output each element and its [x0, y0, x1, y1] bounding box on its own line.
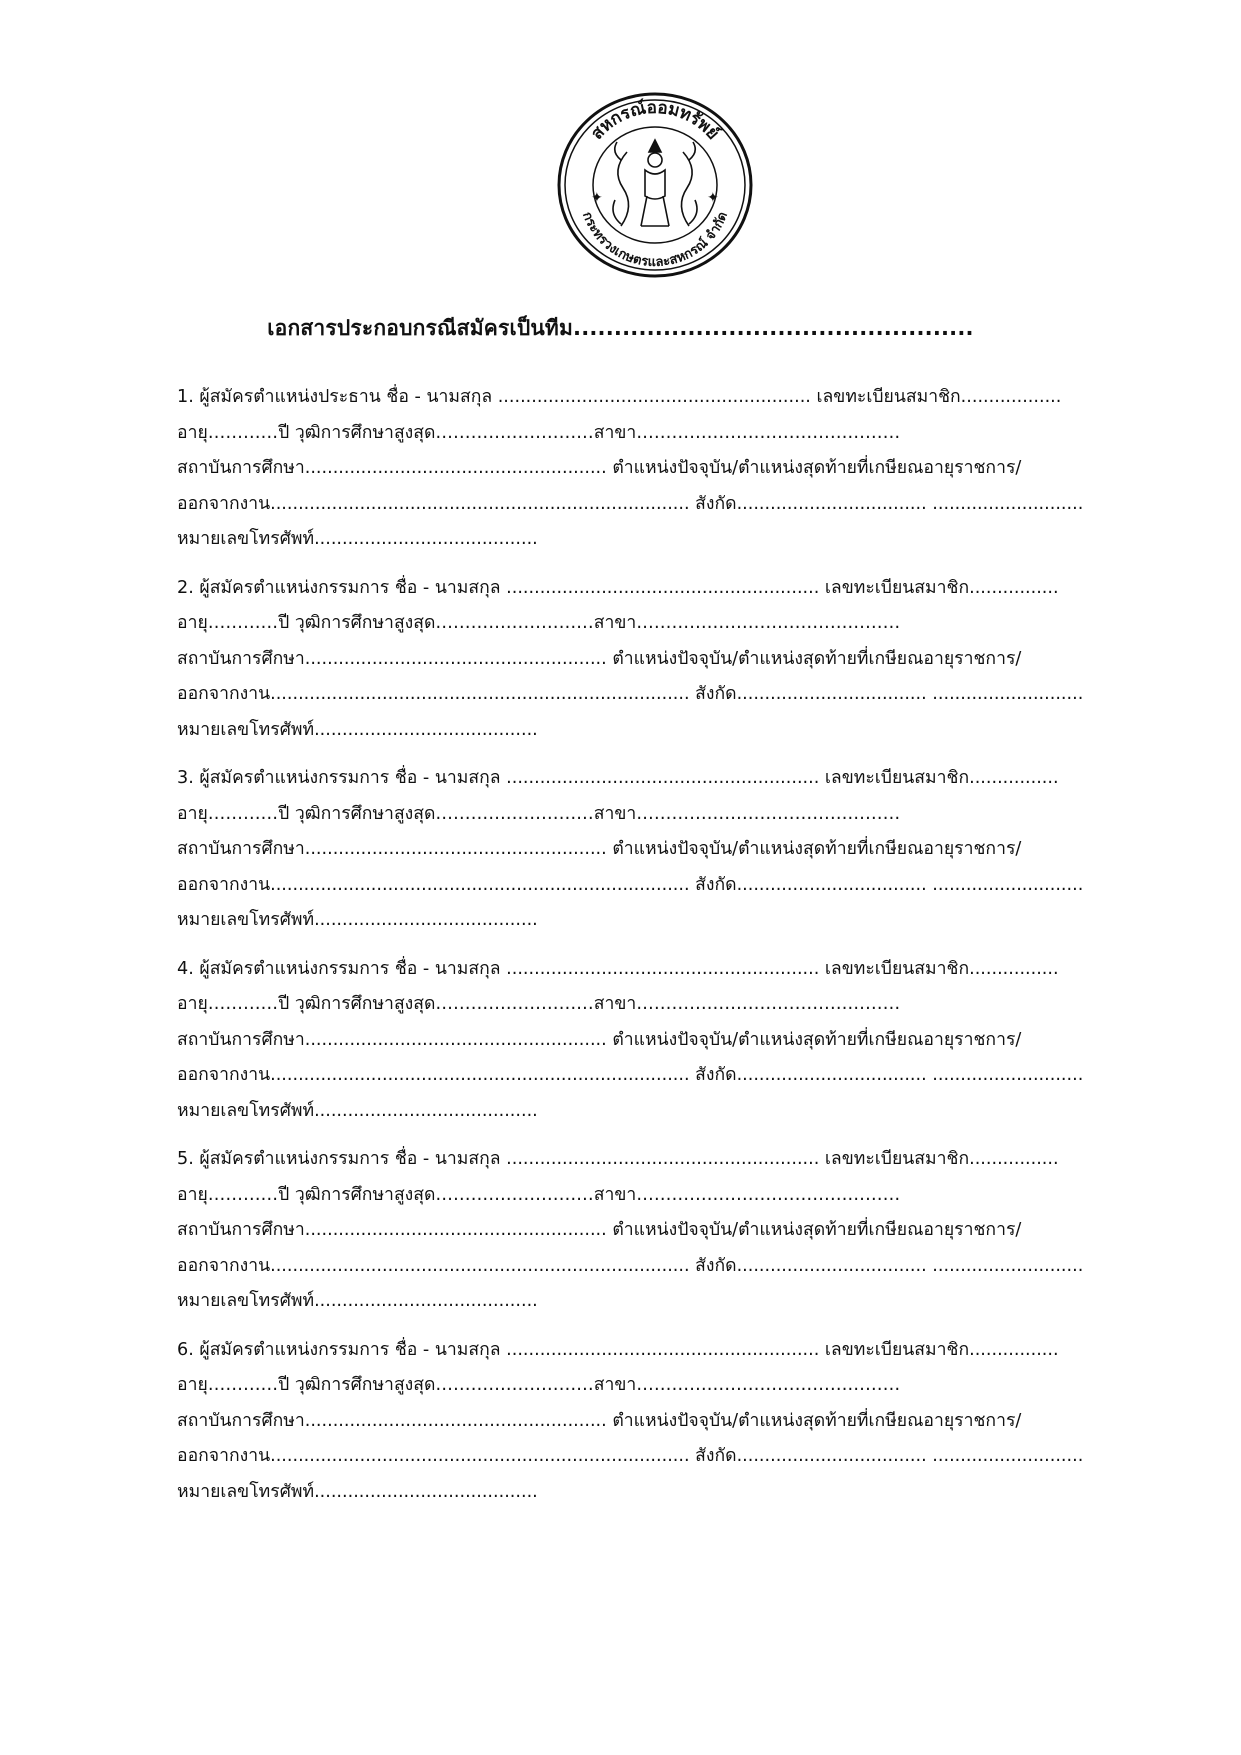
applicant-education-line[interactable]: อายุ…………ปี วุฒิการศึกษาสูงสุด………………………สาขา……………………………………… [177, 803, 901, 824]
applicant-section-4 [177, 952, 1122, 1130]
svg-text:✦: ✦ [591, 190, 603, 206]
applicant-education-line[interactable]: อายุ…………ปี วุฒิการศึกษาสูงสุด………………………สาขา……………………………………… [177, 1375, 901, 1395]
svg-text:✦: ✦ [707, 190, 719, 206]
applicant-institution-line[interactable]: สถาบันการศึกษา...................................................... ตำแหน่งปัจจุบัน/ตำแหน่งสุดท้ายที่เกษียณอายุราชการ/ [177, 1410, 1022, 1431]
applicant-section-1 [177, 380, 1122, 558]
applicant-section-2 [177, 571, 1122, 749]
applicant-phone-line[interactable]: หมายเลขโทรศัพท์........................................ [177, 719, 538, 740]
applicant-affiliation-line[interactable]: ออกจากงาน........................................................................... สังกัด.................................. ........................... [177, 684, 1084, 704]
applicant-section-3 [177, 761, 1122, 939]
applicant-name-line[interactable]: 6. ผู้สมัครตำแหน่งกรรมการ ชื่อ - นามสกุล ........................................................ เลขทะเบียนสมาชิก................ [177, 1339, 1059, 1360]
applicant-section-6 [177, 1333, 1122, 1511]
applicant-institution-line[interactable]: สถาบันการศึกษา...................................................... ตำแหน่งปัจจุบัน/ตำแหน่งสุดท้ายที่เกษียณอายุราชการ/ [177, 648, 1022, 669]
applicant-institution-line[interactable]: สถาบันการศึกษา...................................................... ตำแหน่งปัจจุบัน/ตำแหน่งสุดท้ายที่เกษียณอายุราชการ/ [177, 458, 1022, 478]
applicant-section-5 [177, 1142, 1122, 1320]
applicant-institution-line[interactable]: สถาบันการศึกษา...................................................... ตำแหน่งปัจจุบัน/ตำแหน่งสุดท้ายที่เกษียณอายุราชการ/ [177, 1220, 1022, 1240]
applicant-affiliation-line[interactable]: ออกจากงาน........................................................................... สังกัด.................................. ........................... [177, 1065, 1084, 1085]
applicant-name-line[interactable]: 2. ผู้สมัครตำแหน่งกรรมการ ชื่อ - นามสกุล ........................................................ เลขทะเบียนสมาชิก................ [177, 577, 1059, 598]
seal-bottom-text: กระทรวงเกษตรและสหกรณ์ จำกัด [579, 209, 732, 271]
applicant-education-line[interactable]: อายุ…………ปี วุฒิการศึกษาสูงสุด………………………สาขา……………………………………… [177, 1184, 901, 1205]
applicant-education-line[interactable]: อายุ…………ปี วุฒิการศึกษาสูงสุด………………………สาขา……………………………………… [177, 422, 901, 443]
applicant-phone-line[interactable]: หมายเลขโทรศัพท์........................................ [177, 1481, 538, 1502]
applicant-institution-line[interactable]: สถาบันการศึกษา...................................................... ตำแหน่งปัจจุบัน/ตำแหน่งสุดท้ายที่เกษียณอายุราชการ/ [177, 839, 1022, 859]
applicant-education-line[interactable]: อายุ…………ปี วุฒิการศึกษาสูงสุด………………………สาขา……………………………………… [177, 613, 901, 633]
applicant-affiliation-line[interactable]: ออกจากงาน........................................................................... สังกัด.................................. ........................... [177, 1446, 1084, 1466]
seal-top-text: สหกรณ์ออมทรัพย์ [587, 97, 723, 144]
applicant-affiliation-line[interactable]: ออกจากงาน........................................................................... สังกัด.................................. ........................... [177, 493, 1084, 514]
applicant-phone-line[interactable]: หมายเลขโทรศัพท์........................................ [177, 1100, 538, 1121]
applicant-name-line[interactable]: 3. ผู้สมัครตำแหน่งกรรมการ ชื่อ - นามสกุล ........................................................ เลขทะเบียนสมาชิก................ [177, 768, 1059, 788]
applicant-education-line[interactable]: อายุ…………ปี วุฒิการศึกษาสูงสุด………………………สาขา……………………………………… [177, 994, 901, 1014]
applicant-phone-line[interactable]: หมายเลขโทรศัพท์........................................ [177, 1291, 538, 1311]
applicant-name-line[interactable]: 5. ผู้สมัครตำแหน่งกรรมการ ชื่อ - นามสกุล ........................................................ เลขทะเบียนสมาชิก................ [177, 1149, 1059, 1169]
seal-icon [555, 90, 755, 280]
applicant-name-line[interactable]: 4. ผู้สมัครตำแหน่งกรรมการ ชื่อ - นามสกุล ........................................................ เลขทะเบียนสมาชิก................ [177, 958, 1059, 979]
applicant-name-line[interactable]: 1. ผู้สมัครตำแหน่งประธาน ชื่อ - นามสกุล ........................................................ เลขทะเบียนสมาชิก.................. [177, 387, 1062, 407]
applicant-phone-line[interactable]: หมายเลขโทรศัพท์........................................ [177, 910, 538, 930]
cooperative-seal-logo [555, 90, 755, 280]
applicant-sections [177, 380, 1122, 1523]
applicant-affiliation-line[interactable]: ออกจากงาน........................................................................... สังกัด.................................. ........................... [177, 874, 1084, 895]
applicant-phone-line[interactable]: หมายเลขโทรศัพท์........................................ [177, 529, 538, 549]
applicant-institution-line[interactable]: สถาบันการศึกษา...................................................... ตำแหน่งปัจจุบัน/ตำแหน่งสุดท้ายที่เกษียณอายุราชการ/ [177, 1029, 1022, 1050]
applicant-affiliation-line[interactable]: ออกจากงาน........................................................................... สังกัด.................................. ........................... [177, 1255, 1084, 1276]
page-title: เอกสารประกอบกรณีสมัครเป็นทีม................................................. [267, 316, 974, 340]
